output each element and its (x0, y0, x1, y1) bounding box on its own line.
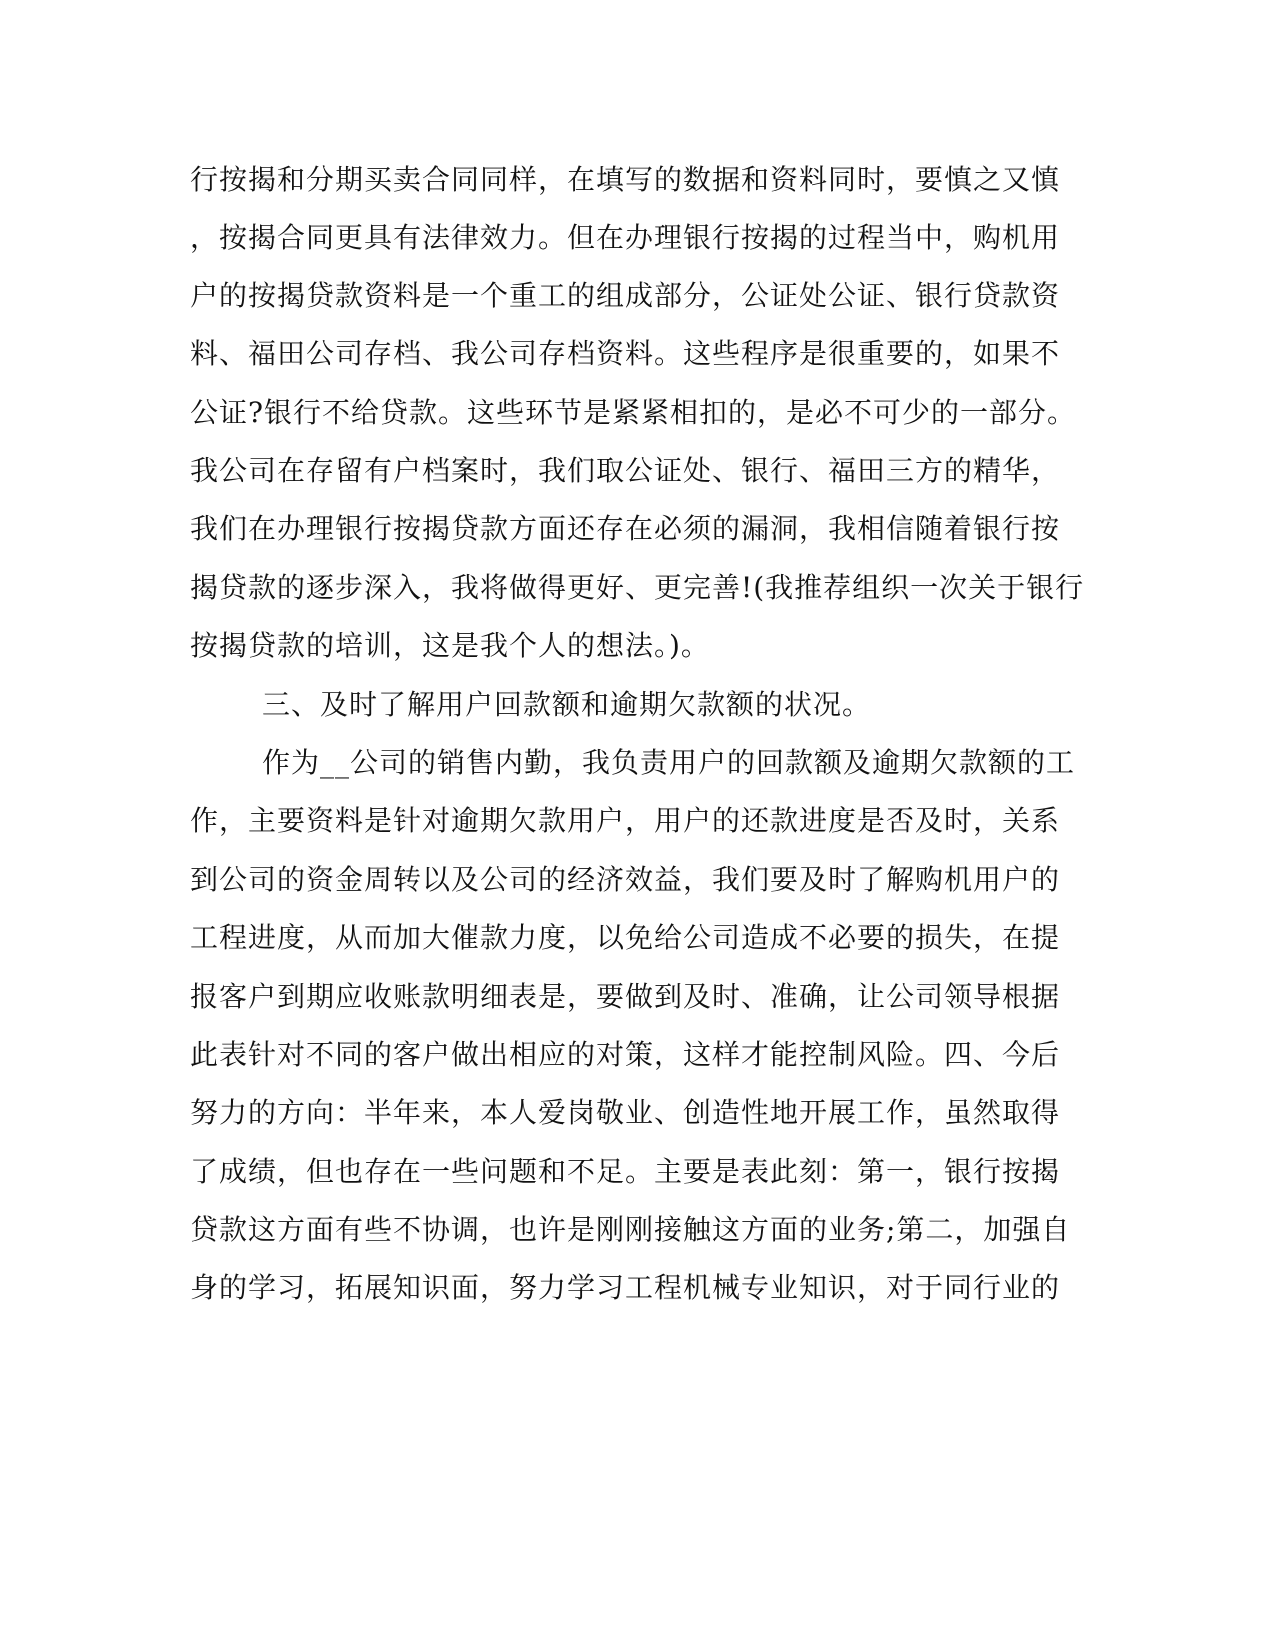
text-line: 行按揭和分期买卖合同同样，在填写的数据和资料同时，要慎之又慎 (190, 163, 1061, 196)
text-line: 我公司在存留有户档案时，我们取公证处、银行、福田三方的精华， (190, 454, 1061, 487)
text-line: 身的学习，拓展知识面，努力学习工程机械专业知识，对于同行业的 (190, 1271, 1061, 1304)
text-line: 工程进度，从而加大催款力度，以免给公司造成不必要的损失，在提 (190, 921, 1061, 954)
text-line: 此表针对不同的客户做出相应的对策，这样才能控制风险。四、今后 (190, 1038, 1061, 1071)
text-line: 报客户到期应收账款明细表是，要做到及时、准确，让公司领导根据 (190, 980, 1061, 1013)
text-line: 料、福田公司存档、我公司存档资料。这些程序是很重要的，如果不 (190, 337, 1061, 370)
text-line: 户的按揭贷款资料是一个重工的组成部分，公证处公证、银行贷款资 (190, 279, 1061, 312)
text-line: 了成绩，但也存在一些问题和不足。主要是表此刻：第一，银行按揭 (190, 1155, 1061, 1188)
text-line: 公证?银行不给贷款。这些环节是紧紧相扣的，是必不可少的一部分。 (190, 396, 1077, 429)
section-heading: 三、及时了解用户回款额和逾期欠款额的状况。 (262, 688, 872, 721)
text-line: 揭贷款的逐步深入，我将做得更好、更完善!(我推荐组织一次关于银行 (190, 571, 1085, 604)
text-line: 努力的方向：半年来，本人爱岗敬业、创造性地开展工作，虽然取得 (190, 1096, 1061, 1129)
text-line: 我们在办理银行按揭贷款方面还存在必须的漏洞，我相信随着银行按 (190, 512, 1061, 545)
text-line: 作，主要资料是针对逾期欠款用户，用户的还款进度是否及时，关系 (190, 804, 1061, 837)
text-line: 按揭贷款的培训，这是我个人的想法。)。 (190, 629, 710, 662)
text-line: 贷款这方面有些不协调，也许是刚刚接触这方面的业务;第二，加强自 (190, 1213, 1071, 1246)
text-line: ，按揭合同更具有法律效力。但在办理银行按揭的过程当中，购机用 (190, 221, 1061, 254)
text-line: 到公司的资金周转以及公司的经济效益，我们要及时了解购机用户的 (190, 863, 1061, 896)
paragraph-first-line: 作为__公司的销售内勤，我负责用户的回款额及逾期欠款额的工 (262, 746, 1076, 779)
